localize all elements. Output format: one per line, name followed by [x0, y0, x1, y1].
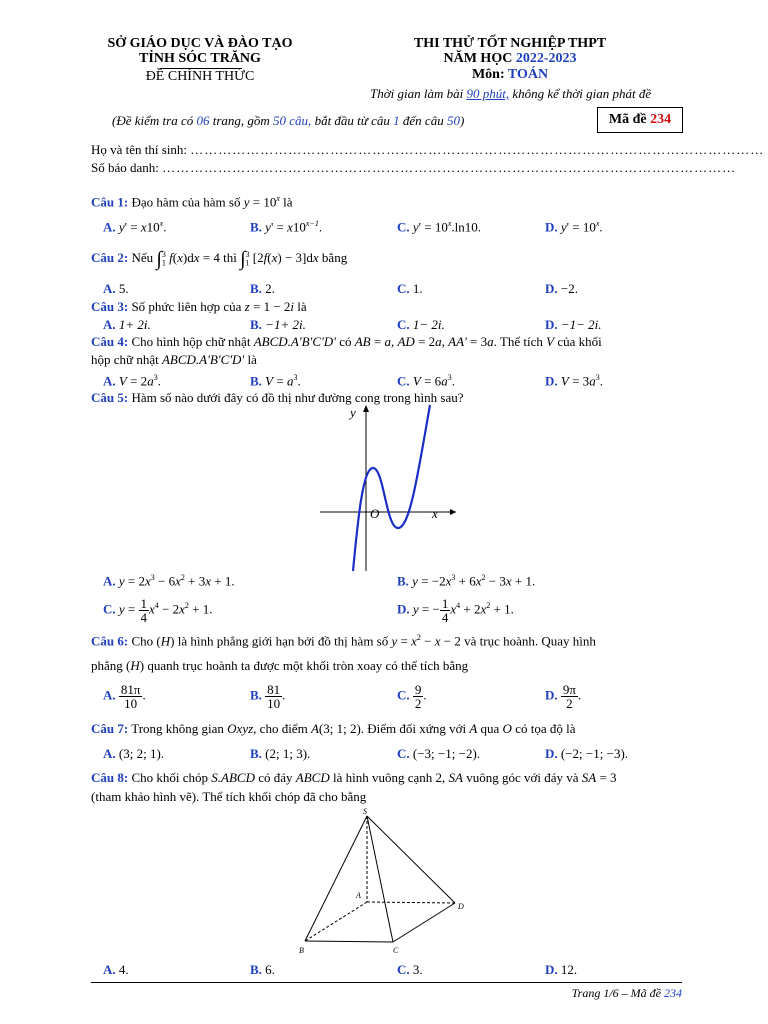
question-1: Câu 1: Đạo hàm của hàm số $y = 10^x$ là: [91, 194, 293, 210]
question-8-line2: (tham khảo hình vẽ). Thể tích khối chóp đã cho bằng: [91, 789, 367, 804]
graph-y-label: y: [350, 405, 356, 420]
exam-title: THI THỬ TỐT NGHIỆP THPT: [413, 36, 607, 51]
q5-option-a[interactable]: A. $y = 2x^3 - 6x^2 + 3x + 1$.: [103, 573, 235, 589]
question-6: Câu 6: Cho (H) là hình phẳng giới hạn bởi đồ thị hàm số $y = x^2 - x - 2$ và trục hoành. Quay hình: [91, 633, 596, 649]
q3-option-b[interactable]: B. −1+ 2i.: [250, 317, 306, 332]
q2-option-d[interactable]: D. −2.: [545, 281, 578, 296]
subject: Môn: TOÁN: [471, 67, 549, 82]
q1-option-c[interactable]: C. $y' = 10^x.\ln 10$.: [397, 219, 482, 235]
graph-x-label: x: [432, 506, 438, 521]
q1-option-a[interactable]: A. $y' = x10^x$.: [103, 219, 167, 235]
q6-option-d[interactable]: D. $\frac{9\pi}{2}$ .: [545, 682, 582, 711]
footer-rule: [91, 982, 682, 983]
q8-option-d[interactable]: D. 12.: [545, 962, 578, 977]
graph-origin-label: O: [370, 506, 380, 521]
pyramid-label-a: A: [356, 891, 361, 900]
q2-option-a[interactable]: A. 5.: [103, 281, 129, 296]
q2-option-c[interactable]: C. 1.: [397, 281, 423, 296]
q7-option-b[interactable]: B. (2; 1; 3).: [250, 746, 311, 761]
q4-option-c[interactable]: C. $V = 6a^3$.: [397, 373, 455, 389]
pyramid-label-c: C: [393, 946, 399, 955]
question-3: Câu 3: Số phức liên hợp của z = 1 − 2i là: [91, 299, 307, 314]
pyramid-figure: [290, 808, 480, 958]
q1-option-d[interactable]: D. $y' = 10^x$.: [545, 219, 603, 235]
cubic-graph: [318, 403, 458, 573]
department-name: SỞ GIÁO DỤC VÀ ĐÀO TẠO: [107, 36, 293, 51]
pyramid-label-b: B: [299, 946, 304, 955]
q4-option-b[interactable]: B. $V = a^3$.: [250, 373, 301, 389]
q1-option-b[interactable]: B. $y' = x10^{x-1}$.: [250, 219, 323, 235]
q6-option-c[interactable]: C. $\frac{9}{2}$ .: [397, 682, 427, 711]
q8-option-c[interactable]: C. 3.: [397, 962, 423, 977]
q3-option-a[interactable]: A. 1+ 2i.: [103, 317, 151, 332]
q5-option-c[interactable]: C. y = $\frac{1}{4}$ $x^4 - 2x^2 + 1$.: [103, 596, 213, 625]
pyramid-label-s: S: [363, 808, 367, 816]
q5-option-b[interactable]: B. $y = -2x^3 + 6x^2 - 3x + 1$.: [397, 573, 536, 589]
question-5: Câu 5: Hàm số nào dưới đây có đồ thị như đường cong trong hình sau?: [91, 390, 464, 405]
q2-option-b[interactable]: B. 2.: [250, 281, 275, 296]
exam-time: Thời gian làm bài 90 phút, không kể thời gian phát đề: [370, 86, 652, 101]
question-6-line2: phẳng (H) quanh trục hoành ta được một khối tròn xoay có thể tích bằng: [91, 658, 469, 673]
school-year: NĂM HỌC 2022-2023: [443, 51, 577, 66]
question-8: Câu 8: Cho khối chóp S.ABCD có đáy ABCD là hình vuông cạnh 2, SA vuông góc với đáy và SA = 3: [91, 770, 617, 785]
q3-option-c[interactable]: C. 1− 2i.: [397, 317, 445, 332]
exam-code-box: Mã đề 234: [597, 107, 683, 133]
exam-info: (Đề kiểm tra có 06 trang, gồm 50 câu, bắt đầu từ câu 1 đến câu 50): [112, 113, 465, 128]
q7-option-c[interactable]: C. (−3; −1; −2).: [397, 746, 481, 761]
footer-page: Trang 1/6 – Mã đề 234: [571, 986, 682, 1000]
question-4: Câu 4: Cho hình hộp chữ nhật ABCD.A'B'C'D' có AB = a, AD = 2a, AA' = 3a. Thể tích V của khối: [91, 334, 602, 349]
q6-option-b[interactable]: B. $\frac{81}{10}$ .: [250, 682, 286, 711]
q8-option-a[interactable]: A. 4.: [103, 962, 129, 977]
question-4-line2: hộp chữ nhật ABCD.A'B'C'D' là: [91, 352, 257, 367]
q7-option-a[interactable]: A. (3; 2; 1).: [103, 746, 165, 761]
official-exam-label: ĐỀ CHÍNH THỨC: [145, 69, 255, 84]
q3-option-d[interactable]: D. −1− 2i.: [545, 317, 602, 332]
question-2: Câu 2: Nếu $\int_1^3$ f(x)dx = 4 thì $\int_1^3$ [2f(x) − 3]dx bằng: [91, 248, 348, 270]
candidate-name-line: Họ và tên thí sinh: ……………………………………………………………………………………………………………: [91, 142, 765, 157]
question-7: Câu 7: Trong không gian Oxyz, cho điểm A(3; 1; 2). Điểm đối xứng với A qua O có tọa độ là: [91, 721, 576, 736]
q5-option-d[interactable]: D. y = − $\frac{1}{4}$ $x^4 + 2x^2 + 1$.: [397, 596, 514, 625]
q8-option-b[interactable]: B. 6.: [250, 962, 275, 977]
q6-option-a[interactable]: A. $\frac{81\pi}{10}$ .: [103, 682, 146, 711]
candidate-id-line: Số báo danh: ……………………………………………………………………………………………………………: [91, 160, 737, 175]
q7-option-d[interactable]: D. (−2; −1; −3).: [545, 746, 629, 761]
province-name: TỈNH SÓC TRĂNG: [139, 51, 261, 66]
pyramid-label-d: D: [458, 902, 464, 911]
q4-option-a[interactable]: A. $V = 2a^3$.: [103, 373, 161, 389]
q4-option-d[interactable]: D. $V = 3a^3$.: [545, 373, 603, 389]
